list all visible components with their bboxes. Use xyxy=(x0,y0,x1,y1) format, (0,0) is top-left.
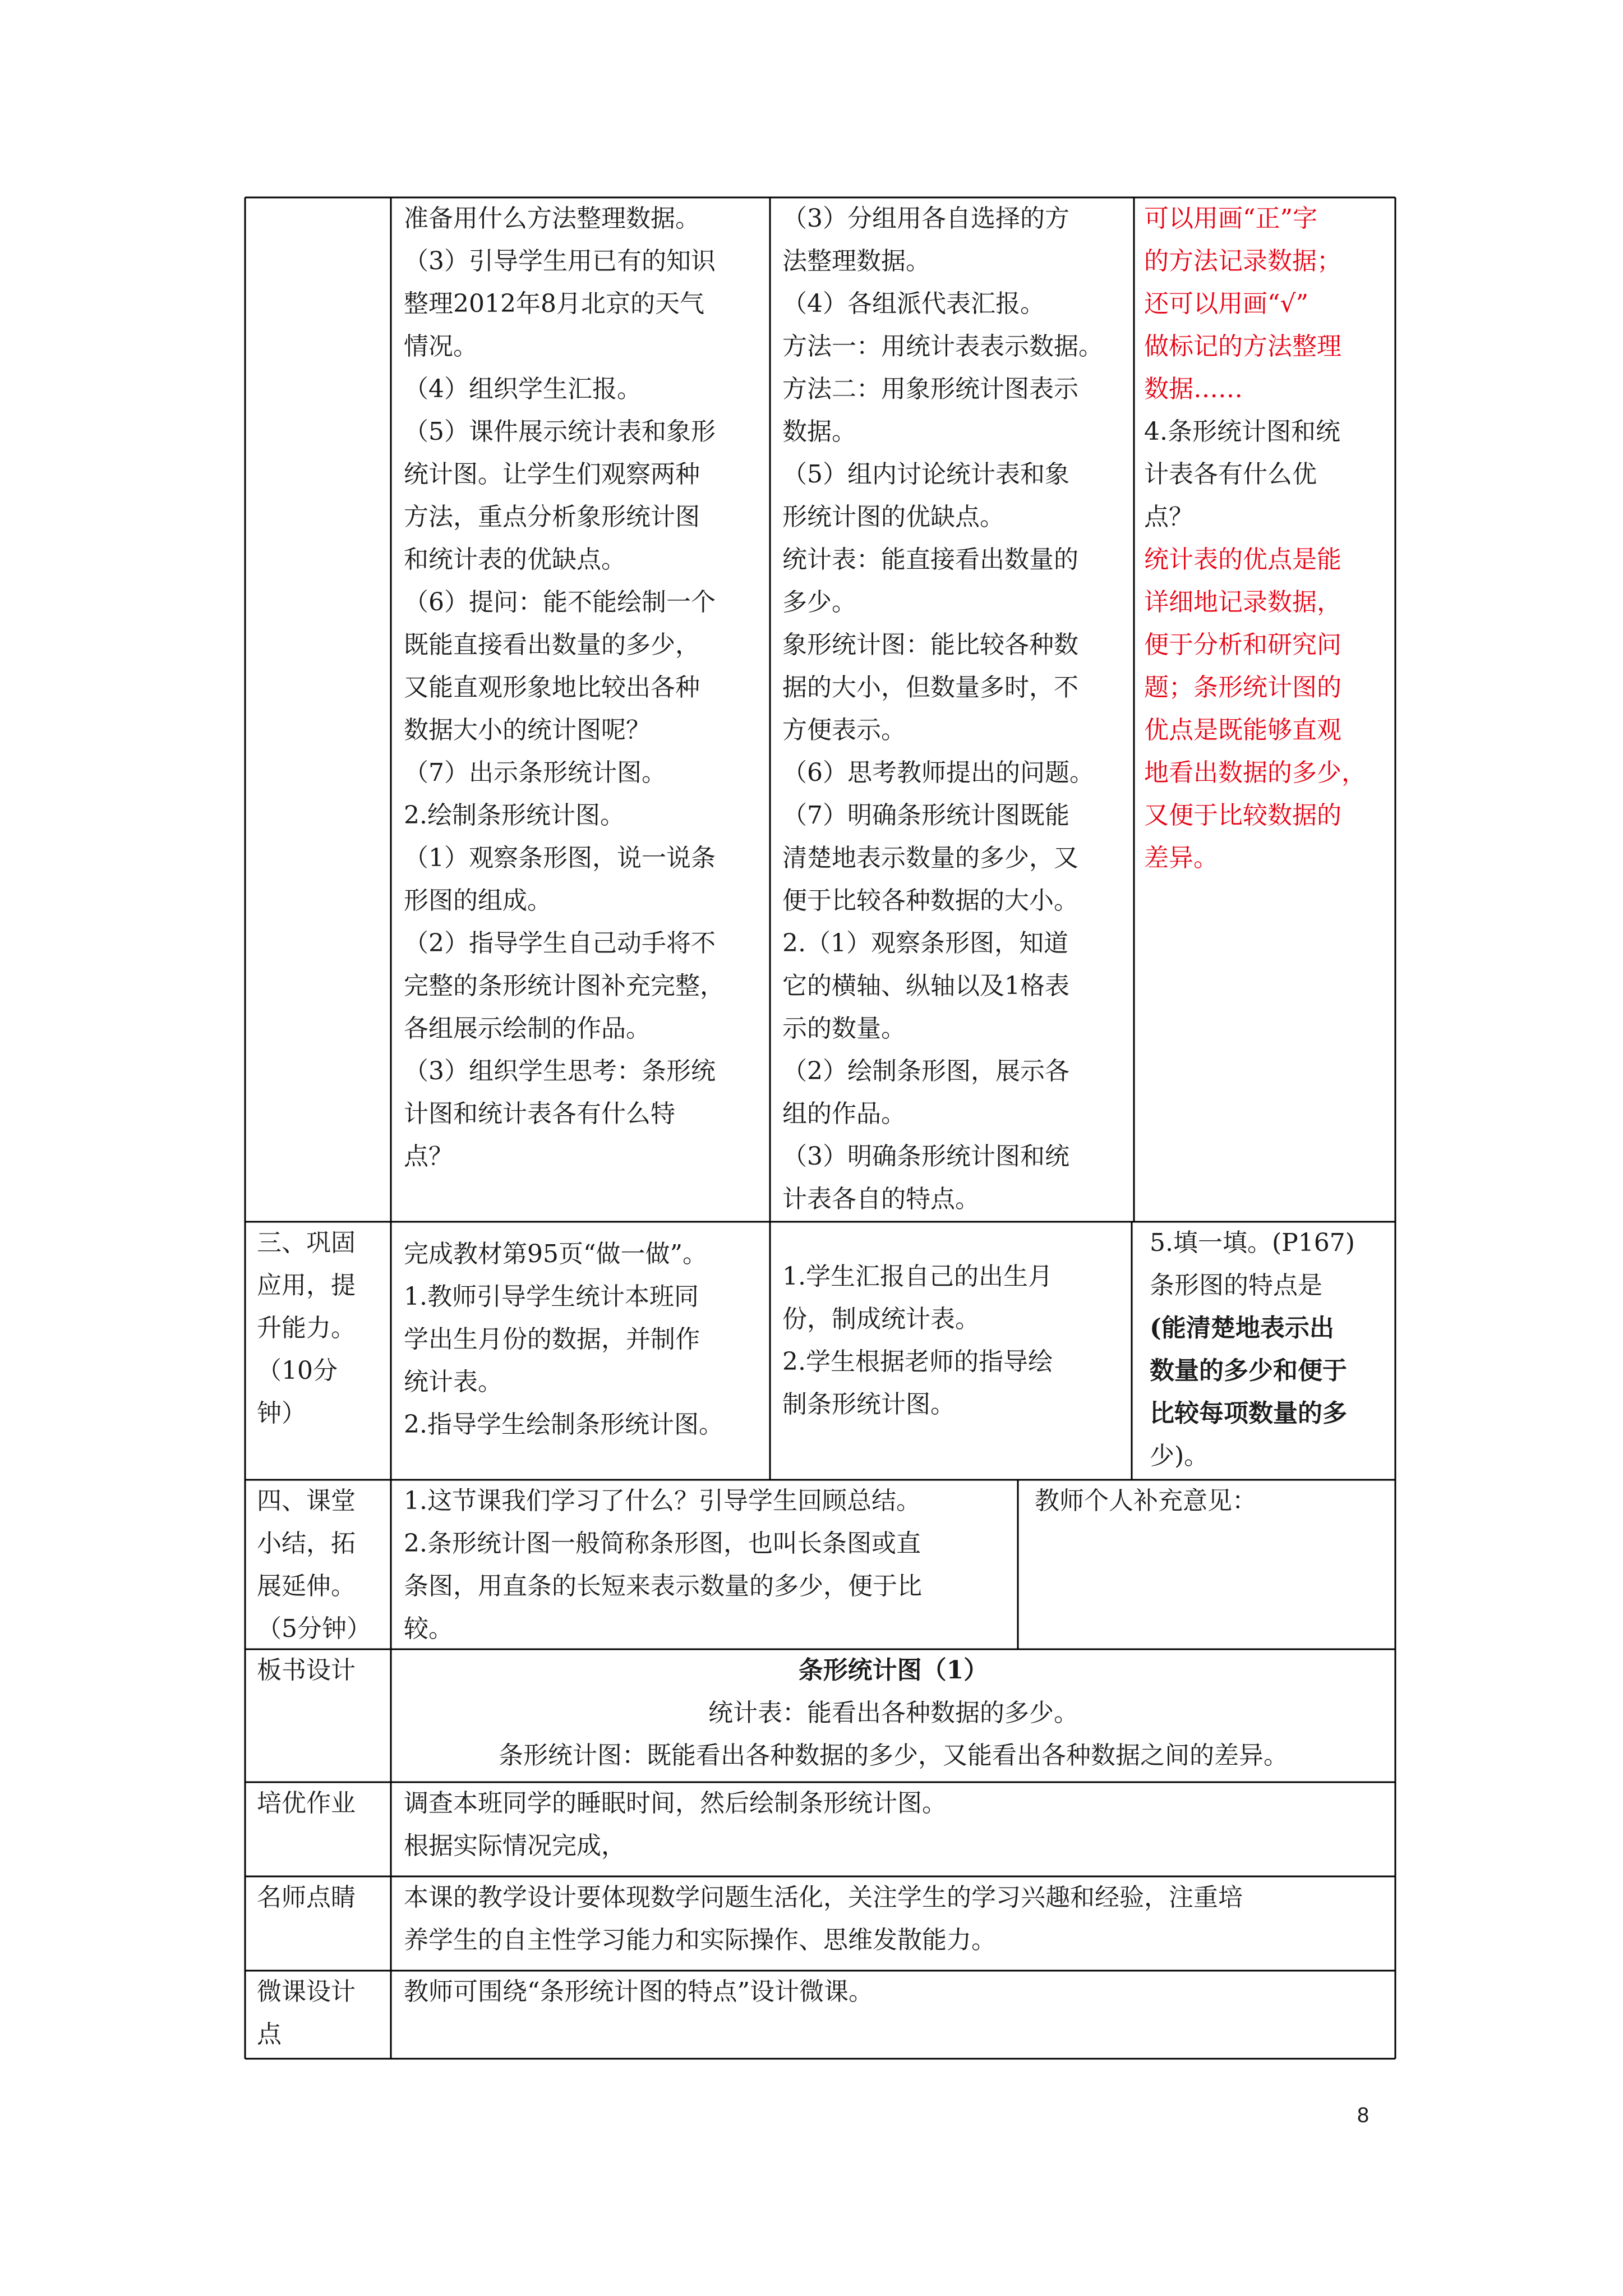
text-line: （3）明确条形统计图和统 xyxy=(782,1142,1069,1171)
text-line: （3）组织学生思考：条形统 xyxy=(404,1057,716,1085)
text-line: 1.学生汇报自己的出生月 xyxy=(782,1262,1053,1291)
text-line: （5）组内讨论统计表和象 xyxy=(782,460,1069,489)
text-line: 份，制成统计表。 xyxy=(782,1305,980,1333)
text-line: 数量的多少和便于 xyxy=(1150,1356,1347,1385)
text-line: 三、巩固 xyxy=(257,1228,356,1257)
board-content-cell xyxy=(393,1649,1394,1777)
text-line: 组的作品。 xyxy=(782,1099,906,1128)
board-label-cell xyxy=(257,1649,389,1692)
text-line: （7）明确条形统计图既能 xyxy=(782,801,1069,830)
text-line: 做标记的方法整理 xyxy=(1144,332,1341,361)
text-line: 可以用画“正”字 xyxy=(1144,204,1317,233)
process-notes-cell xyxy=(1144,197,1394,880)
process-teacher-cell xyxy=(404,197,768,1178)
text-line: 形统计图的优缺点。 xyxy=(782,503,1004,531)
text-line: 计表各有什么优 xyxy=(1144,460,1317,489)
text-line: 据的大小，但数量多时，不 xyxy=(782,673,1078,702)
text-line: （4）组织学生汇报。 xyxy=(404,375,642,403)
text-line: 象形统计图：能比较各种数 xyxy=(782,631,1078,659)
homework-label-cell xyxy=(257,1782,389,1825)
text-line: 点？ xyxy=(1144,503,1193,531)
text-line: 整理2012年8月北京的天气 xyxy=(404,289,704,318)
text-line: 展延伸。 xyxy=(257,1572,356,1600)
review-line: 养学生的自主性学习能力和实际操作、思维发散能力。 xyxy=(404,1926,996,1954)
text-line: 方法一：用统计表表示数据。 xyxy=(782,332,1103,361)
homework-content-cell xyxy=(404,1782,1394,1867)
text-line: 统计表。 xyxy=(404,1368,502,1396)
text-line: 条形图的特点是 xyxy=(1150,1271,1322,1300)
text-line: 学出生月份的数据，并制作 xyxy=(404,1325,700,1354)
text-line: （2）指导学生自己动手将不 xyxy=(404,929,716,958)
text-line: 地看出数据的多少， xyxy=(1144,758,1366,787)
text-line: （1）观察条形图，说一说条 xyxy=(404,844,716,872)
consolidate-teacher-cell xyxy=(404,1233,768,1446)
text-line: 示的数量。 xyxy=(782,1014,906,1043)
text-line: 便于分析和研究问 xyxy=(1144,631,1341,659)
micro-label: 点 xyxy=(257,2020,282,2049)
text-line: 准备用什么方法整理数据。 xyxy=(404,204,700,233)
consolidate-label-cell xyxy=(257,1222,389,1435)
text-line: 的方法记录数据； xyxy=(1144,247,1341,275)
text-line: 数据。 xyxy=(782,417,856,446)
text-line: 2.指导学生绘制条形统计图。 xyxy=(404,1410,723,1439)
text-line: （3）引导学生用已有的知识 xyxy=(404,247,716,275)
text-line: 升能力。 xyxy=(257,1314,356,1342)
micro-label-cell xyxy=(257,1971,389,2056)
text-line: 它的横轴、纵轴以及1格表 xyxy=(782,972,1069,1000)
homework-line: 根据实际情况完成， xyxy=(404,1832,626,1860)
micro-text: 教师可围绕“条形统计图的特点”设计微课。 xyxy=(404,1977,873,2006)
summary-content-cell xyxy=(404,1480,1016,1650)
text-line: 2.学生根据老师的指导绘 xyxy=(782,1347,1053,1376)
review-line: 本课的教学设计要体现数学问题生活化，关注学生的学习兴趣和经验，注重培 xyxy=(404,1883,1243,1912)
board-title: 条形统计图（1） xyxy=(798,1656,989,1685)
text-line: 优点是既能够直观 xyxy=(1144,716,1341,744)
text-line: 差异。 xyxy=(1144,844,1218,872)
text-line: （2）绘制条形图，展示各 xyxy=(782,1057,1069,1085)
text-line: 计表各自的特点。 xyxy=(782,1185,980,1213)
text-line: 2.绘制条形统计图。 xyxy=(404,801,625,830)
text-line: 2.条形统计图一般简称条形图，也叫长条图或直 xyxy=(404,1529,921,1558)
text-line: 2.（1）观察条形图，知道 xyxy=(782,929,1068,958)
text-line: （4）各组派代表汇报。 xyxy=(782,289,1045,318)
summary-label-cell xyxy=(257,1480,389,1650)
text-line: (能清楚地表示出 xyxy=(1150,1314,1334,1342)
text-line: 既能直接看出数量的多少， xyxy=(404,631,700,659)
text-line: 便于比较各种数据的大小。 xyxy=(782,886,1078,915)
page-number: 8 xyxy=(1357,2104,1370,2127)
text-line: 详细地记录数据， xyxy=(1144,588,1341,616)
text-line: 条图，用直条的长短来表示数量的多少，便于比 xyxy=(404,1572,922,1600)
process-student-cell xyxy=(782,197,1133,1221)
text-line: 题；条形统计图的 xyxy=(1144,673,1341,702)
text-line: 4.条形统计图和统 xyxy=(1144,417,1340,446)
teacher-note-label: 教师个人补充意见： xyxy=(1035,1487,1257,1515)
text-line: 数据大小的统计图呢？ xyxy=(404,716,651,744)
text-line: 统计图。让学生们观察两种 xyxy=(404,460,700,489)
text-line: 又便于比较数据的 xyxy=(1144,801,1341,830)
text-line: 统计表：能直接看出数量的 xyxy=(782,545,1078,574)
text-line: （6）提问：能不能绘制一个 xyxy=(404,588,716,616)
homework-label: 培优作业 xyxy=(257,1789,356,1818)
board-line-1: 统计表：能看出各种数据的多少。 xyxy=(708,1699,1078,1727)
text-line: 方法二：用象形统计图表示 xyxy=(782,375,1078,403)
text-line: 少)。 xyxy=(1150,1442,1209,1470)
text-line: 应用，提 xyxy=(257,1271,356,1300)
text-line: （5分钟） xyxy=(257,1614,371,1643)
text-line: 还可以用画“√” xyxy=(1144,289,1309,318)
text-line: 5.填一填。(P167) xyxy=(1150,1228,1355,1257)
text-line: 多少。 xyxy=(782,588,856,616)
review-label: 名师点睛 xyxy=(257,1883,356,1912)
text-line: （5）课件展示统计表和象形 xyxy=(404,417,716,446)
text-line: 较。 xyxy=(404,1614,453,1643)
text-line: 情况。 xyxy=(404,332,478,361)
text-line: 点？ xyxy=(404,1142,453,1171)
consolidate-student-cell xyxy=(782,1255,1130,1426)
text-line: 完整的条形统计图补充完整， xyxy=(404,972,725,1000)
text-line: 计图和统计表各有什么特 xyxy=(404,1099,675,1128)
text-line: 钟） xyxy=(257,1399,306,1428)
text-line: 各组展示绘制的作品。 xyxy=(404,1014,651,1043)
text-line: （7）出示条形统计图。 xyxy=(404,758,666,787)
text-line: 完成教材第95页“做一做”。 xyxy=(404,1240,707,1268)
text-line: 小结，拓 xyxy=(257,1529,356,1558)
text-line: 比较每项数量的多 xyxy=(1150,1399,1347,1428)
text-line: 1.教师引导学生统计本班同 xyxy=(404,1282,699,1311)
text-line: 和统计表的优缺点。 xyxy=(404,545,626,574)
text-line: （3）分组用各自选择的方 xyxy=(782,204,1069,233)
review-label-cell xyxy=(257,1876,389,1919)
text-line: 形图的组成。 xyxy=(404,886,552,915)
summary-teacher-note-cell xyxy=(1035,1480,1394,1522)
text-line: （6）思考教师提出的问题。 xyxy=(782,758,1094,787)
text-line: 四、课堂 xyxy=(257,1487,356,1515)
text-line: 数据…… xyxy=(1144,375,1243,403)
micro-label: 微课设计 xyxy=(257,1977,356,2006)
board-label: 板书设计 xyxy=(257,1656,356,1685)
board-line-2: 条形统计图：既能看出各种数据的多少，又能看出各种数据之间的差异。 xyxy=(499,1741,1288,1770)
text-line: 统计表的优点是能 xyxy=(1144,545,1341,574)
text-line: 法整理数据。 xyxy=(782,247,930,275)
text-line: 方便表示。 xyxy=(782,716,906,744)
text-line: 1.这节课我们学习了什么？引导学生回顾总结。 xyxy=(404,1487,921,1515)
micro-content-cell xyxy=(404,1971,1394,2013)
text-line: 又能直观形象地比较出各种 xyxy=(404,673,700,702)
text-line: 清楚地表示数量的多少，又 xyxy=(782,844,1078,872)
review-content-cell xyxy=(404,1876,1394,1962)
text-line: 方法，重点分析象形统计图 xyxy=(404,503,700,531)
homework-line: 调查本班同学的睡眠时间，然后绘制条形统计图。 xyxy=(404,1789,947,1818)
text-line: （10分 xyxy=(257,1356,338,1385)
text-line: 制条形统计图。 xyxy=(782,1390,955,1419)
consolidate-notes-cell xyxy=(1150,1222,1394,1478)
